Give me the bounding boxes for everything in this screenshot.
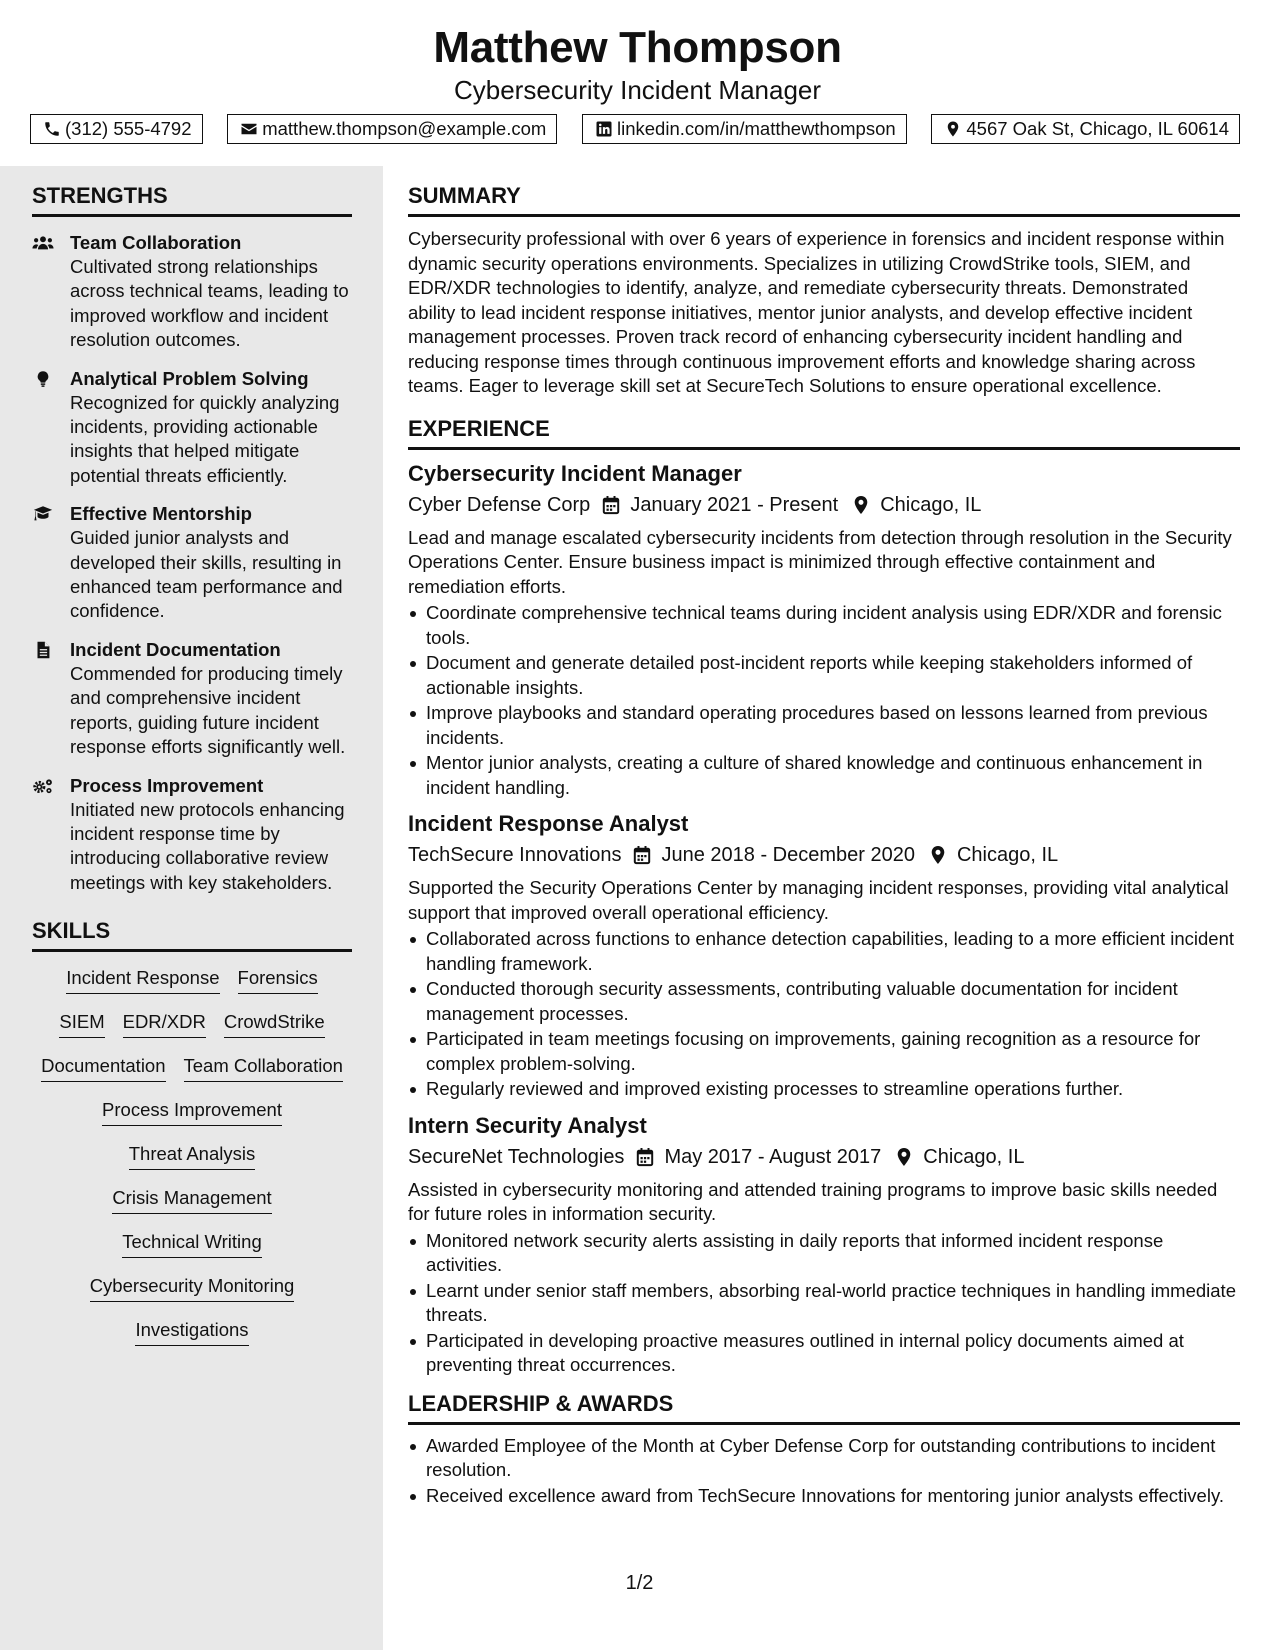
job-bullet: Regularly reviewed and improved existing processes to streamline operations further. [408,1077,1240,1102]
skill-tag: Investigations [135,1318,248,1346]
job-bullet: Conducted thorough security assessments, contributing valuable documentation for incident management processes. [408,977,1240,1026]
strength-desc: Recognized for quickly analyzing incidents, providing actionable insights that helped mitigate potential threats efficiently. [70,391,340,486]
job-description: Assisted in cybersecurity monitoring and attended training programs to improve basic skills needed for future roles in information security. [408,1178,1218,1224]
job-entry [408,1112,1240,1378]
strength-name: Analytical Problem Solving [70,367,309,389]
job-title: Intern Security Analyst [408,1112,647,1138]
lightbulb-icon [32,370,54,388]
strength-item [32,367,352,489]
job-bullets [408,1229,1240,1378]
location-icon [944,120,962,138]
skill-tag: Forensics [238,966,318,994]
job-description: Lead and manage escalated cybersecurity incidents from detection through resolution in the Security Operations Center. Ensure business impact is minimized through effective containment and remediation efforts. [408,526,1232,597]
awards-heading: LEADERSHIP & AWARDS [408,1379,1240,1425]
strength-name: Effective Mentorship [70,503,252,525]
award-item: Received excellence award from TechSecure Innovations for mentoring junior analysts effectively. [408,1484,1240,1509]
job-entry [408,810,1240,1102]
graduation-cap-icon [32,505,54,523]
job-meta [408,1143,1240,1171]
summary-heading: SUMMARY [408,166,1240,217]
skill-tag: EDR/XDR [123,1010,206,1038]
job-entry [408,460,1240,801]
strength-name: Process Improvement [70,774,264,796]
summary-text: Cybersecurity professional with over 6 years of experience in forensics and incident response within dynamic security operations environments. Specializes in utilizing CrowdStrike tools, SIEM, and EDR/XDR technologies to identify, analyze, and remediate cybersecurity threats. Demonstrated ability to lead incident response initiatives, mentor junior analysts, and develop effective incident management processes. Proven track record of enhancing cybersecurity incident handling and reducing response times through continuous improvement efforts and knowledge sharing across teams. Eager to leverage skill set at SecureTech Solutions to ensure operational excellence. [408,228,1225,396]
contact-linkedin-text: linkedin.com/in/matthewthompson [617,118,896,139]
award-item: Awarded Employee of the Month at Cyber Defense Corp for outstanding contributions to incident resolution. [408,1434,1240,1483]
strength-item [32,231,352,353]
page-number [0,1572,1275,1595]
location-icon [852,495,870,515]
strength-desc: Commended for producing timely and comprehensive incident reports, guiding future incident response efforts significantly well. [70,662,346,758]
job-bullet: Learnt under senior staff members, absorbing real-world practice techniques in handling immediate threats. [408,1279,1240,1328]
job-bullet: Coordinate comprehensive technical teams during incident analysis using EDR/XDR and forensic tools. [408,601,1240,650]
job-dates: June 2018 - December 2020 [661,844,915,866]
contact-address-text: 4567 Oak St, Chicago, IL 60614 [966,118,1229,139]
job-bullet: Improve playbooks and standard operating procedures based on lessons learned from previous incidents. [408,701,1240,750]
gears-icon [32,777,54,795]
location-icon [895,1147,913,1167]
job-bullet: Collaborated across functions to enhance detection capabilities, leading to a more efficient incident handling framework. [408,927,1240,976]
document-icon [32,641,54,659]
candidate-name: Matthew Thompson [433,23,842,72]
skills-section [32,901,352,952]
job-bullets [408,601,1240,800]
skill-tag: Cybersecurity Monitoring [90,1274,295,1302]
candidate-title: Cybersecurity Incident Manager [453,75,822,105]
job-title: Incident Response Analyst [408,811,689,836]
skill-tag: Threat Analysis [129,1142,255,1170]
job-bullet: Monitored network security alerts assisting in daily reports that informed incident response activities. [408,1229,1240,1278]
linkedin-icon [595,120,613,138]
skill-tag: Incident Response [66,966,219,994]
contact-address[interactable] [931,114,1240,144]
job-description: Supported the Security Operations Center by managing incident responses, providing vital analytical support that improved overall operational efficiency. [408,877,1229,923]
contact-phone[interactable] [30,114,203,144]
skill-tag: SIEM [59,1010,104,1038]
skill-tag: Process Improvement [102,1098,282,1126]
job-dates: January 2021 - Present [630,493,839,516]
skills-heading: SKILLS [32,901,352,952]
calendar-icon [602,495,620,515]
sidebar [0,166,383,1650]
awards-list [408,1434,1240,1509]
job-bullet: Document and generate detailed post-incident reports while keeping stakeholders informed of actionable insights. [408,651,1240,700]
skill-tag: Documentation [41,1054,165,1082]
page-number-text: 1/2 [625,1572,654,1594]
calendar-icon [633,845,651,865]
calendar-icon [636,1147,654,1167]
strengths-heading: STRENGTHS [32,166,352,217]
job-meta [408,491,1240,519]
job-meta [408,841,1240,869]
strength-desc: Initiated new protocols enhancing incident response time by introducing collaborative review meetings with key stakeholders. [70,798,345,893]
job-location: Chicago, IL [956,844,1059,866]
contact-phone-text: (312) 555-4792 [65,118,192,139]
job-bullet: Participated in team meetings focusing on improvements, gaining recognition as a resource for complex problem-solving. [408,1027,1240,1076]
job-location: Chicago, IL [923,1145,1025,1168]
resume-header [0,22,1275,106]
job-title: Cybersecurity Incident Manager [408,460,742,486]
skill-tag: CrowdStrike [224,1010,325,1038]
contact-email[interactable] [227,114,557,144]
strength-name: Incident Documentation [70,638,281,660]
job-dates: May 2017 - August 2017 [664,1145,882,1168]
contact-linkedin[interactable] [582,114,907,144]
main-column [408,166,1240,1509]
job-company: Cyber Defense Corp [408,493,591,516]
strength-name: Team Collaboration [70,232,242,253]
skill-tag: Team Collaboration [184,1054,343,1082]
contact-email-text: matthew.thompson@example.com [262,118,547,139]
strength-item [32,638,352,760]
job-company: TechSecure Innovations [408,844,622,866]
experience-heading: EXPERIENCE [408,399,1240,450]
job-bullet: Participated in developing proactive measures outlined in internal policy documents aimed at preventing threat occurrences. [408,1329,1240,1378]
job-company: SecureNet Technologies [408,1145,625,1168]
strength-item [32,502,352,624]
phone-icon [43,120,61,138]
users-icon [32,234,54,252]
skill-tag: Crisis Management [112,1186,271,1214]
strength-item [32,774,352,896]
job-bullet: Mentor junior analysts, creating a culture of shared knowledge and continuous enhancement in incident handling. [408,751,1240,800]
strength-desc: Guided junior analysts and developed their skills, resulting in enhanced team performance and confidence. [70,527,343,622]
strength-desc: Cultivated strong relationships across technical teams, leading to improved workflow and incident resolution outcomes. [70,256,349,351]
contact-bar [30,114,1240,144]
email-icon [240,120,258,138]
job-bullets [408,927,1240,1102]
strengths-section [32,166,352,895]
skill-tag: Technical Writing [122,1230,262,1258]
job-location: Chicago, IL [880,493,982,516]
location-icon [929,845,947,865]
skills-list [32,966,352,1362]
